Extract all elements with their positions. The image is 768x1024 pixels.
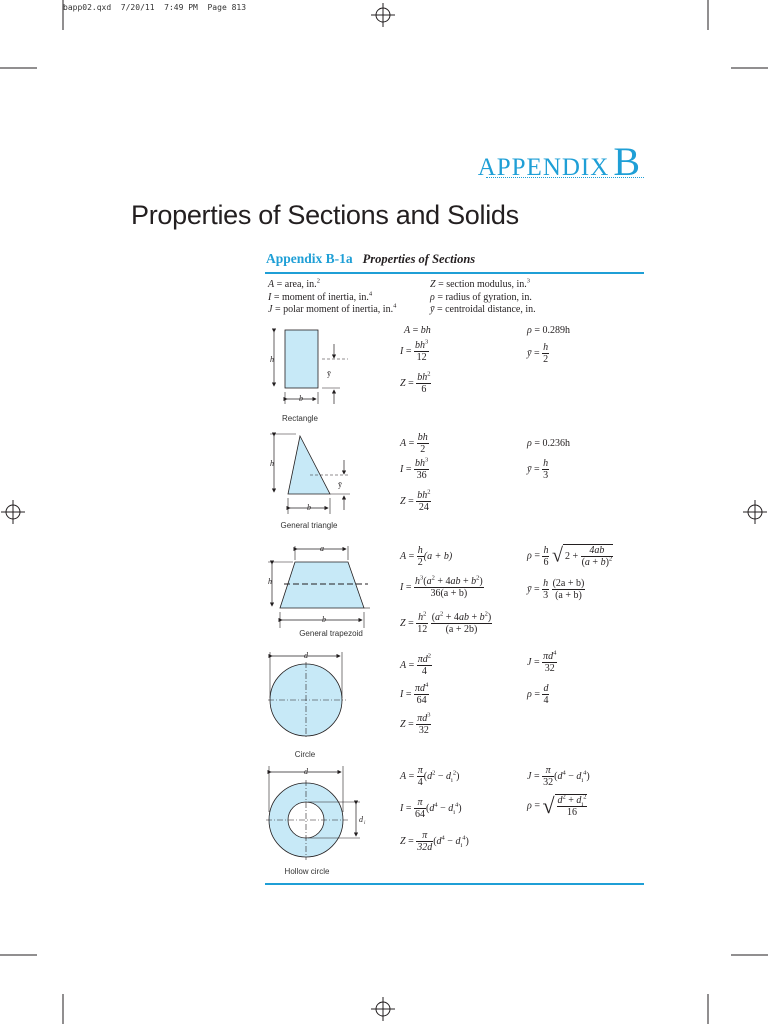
appendix-word: APPENDIX (477, 154, 610, 181)
svg-text:ȳ: ȳ (338, 480, 342, 489)
formula-circ-I: I = $\frac{\pi d^4}{64}$ (400, 681, 429, 706)
formula-hollow-Z: Z = $\frac{\pi}{32d}$ $(d^4 - d_i^4)$ (400, 830, 469, 853)
formula-hollow-I: I = $\frac{\pi}{64}$ $(d^4 - d_i^4)$ (400, 797, 462, 820)
formula-trap-ybar: ȳ = $\frac{h}{3}$ $\frac{(2a + b)}{(a + b)}$ (527, 578, 585, 601)
formula-rect-rho: ρ = 0.289h (527, 325, 570, 336)
formula-trap-I: I = $\frac{h^3(a^2 + 4ab + b^2)}{36(a + b)}$ (400, 574, 483, 599)
formula-hollow-rho: ρ = √ $\frac{d^2 + d_i^2}{16}$ (527, 793, 587, 818)
svg-text:h: h (268, 577, 272, 586)
formula-tri-Z: Z = $\frac{bh^2}{24}$ (400, 488, 431, 513)
formula-circ-rho: ρ = $\frac{d}{4}$ (527, 683, 549, 706)
formula-circ-A: A = $\frac{\pi d^2}{4}$ (400, 652, 432, 677)
table-top-rule (265, 272, 644, 274)
svg-text:d: d (304, 651, 308, 660)
formula-trap-Z: Z = $\frac{h^2}{12}$ $\frac{(a^2 + 4ab + b^2)}{(a + 2b)}$ (400, 610, 492, 635)
caption-hollow-circle: Hollow circle (284, 867, 330, 876)
caption-trapezoid: General trapezoid (299, 629, 363, 638)
svg-text:b: b (307, 503, 311, 512)
legend-item: J = polar moment of inertia, in.$^4$ (268, 302, 397, 315)
dim-ybar: ȳ (327, 369, 331, 378)
formula-tri-A: A = $\frac{bh}{2}$ (400, 432, 428, 455)
table-heading (266, 250, 475, 268)
dim-h: h (270, 355, 274, 364)
formula-hollow-J: J = $\frac{\pi}{32}$ $(d^4 - d_i^4)$ (527, 765, 590, 788)
page-title: Properties of Sections and Solids (131, 200, 519, 230)
formula-tri-rho: ρ = 0.236h (527, 438, 570, 449)
file-slug: bapp02.qxd 7/20/11 7:49 PM Page 813 (63, 3, 247, 12)
triangle-diagram (270, 434, 350, 514)
formula-trap-rho: ρ = $\frac{h}{6}$ √ 2 + $\frac{4ab}{(a + b)^2}$ (527, 544, 613, 568)
dotted-rule (486, 177, 644, 178)
formula-rect-Z: Z = $\frac{bh^2}{6}$ (400, 370, 431, 395)
formula-rect-ybar: ȳ = $\frac{h}{2}$ (527, 342, 549, 365)
table-id: Appendix B-1a (266, 251, 353, 266)
svg-text:a: a (320, 544, 324, 553)
legend-item: A = area, in.$^2$ (268, 277, 320, 290)
formula-trap-A: A = $\frac{h}{2}$ (a + b) (400, 545, 453, 568)
legend-item: Z = section modulus, in.$^3$ (430, 277, 531, 290)
formula-tri-I: I = $\frac{bh^3}{36}$ (400, 456, 429, 481)
table-name: Properties of Sections (362, 252, 476, 266)
table-bottom-rule (265, 883, 644, 885)
legend-left (268, 279, 396, 317)
section-diagrams (260, 322, 370, 892)
legend-item: ρ = radius of gyration, in. (430, 291, 532, 303)
svg-text:d: d (359, 815, 363, 824)
svg-text:h: h (270, 459, 274, 468)
appendix-letter: B (613, 139, 640, 184)
legend-right (430, 279, 536, 317)
caption-rectangle: Rectangle (281, 414, 319, 423)
legend-item: I = moment of inertia, in.$^4$ (268, 290, 373, 303)
svg-text:d: d (304, 767, 308, 776)
svg-text:b: b (322, 615, 326, 624)
trapezoid-diagram (268, 544, 370, 628)
formula-circ-J: J = $\frac{\pi d^4}{32}$ (527, 649, 557, 674)
hollow-circle-diagram (266, 766, 366, 860)
dim-b: b (299, 394, 303, 403)
rectangle-diagram (270, 330, 348, 404)
circle-diagram (268, 651, 346, 738)
caption-triangle: General triangle (280, 521, 338, 530)
formula-tri-ybar: ȳ = $\frac{h}{3}$ (527, 458, 549, 481)
formula-circ-Z: Z = $\frac{\pi d^3}{32}$ (400, 711, 431, 736)
caption-circle: Circle (294, 750, 316, 759)
formula-rect-A: A = bh (404, 325, 431, 336)
formula-hollow-A: A = $\frac{\pi}{4}$ $(d^2 - d_i^2)$ (400, 765, 460, 788)
legend-item: ȳ = centroidal distance, in. (430, 304, 536, 315)
formula-rect-I: I = $\frac{bh^3}{12}$ (400, 338, 429, 363)
svg-text:i: i (364, 821, 366, 826)
